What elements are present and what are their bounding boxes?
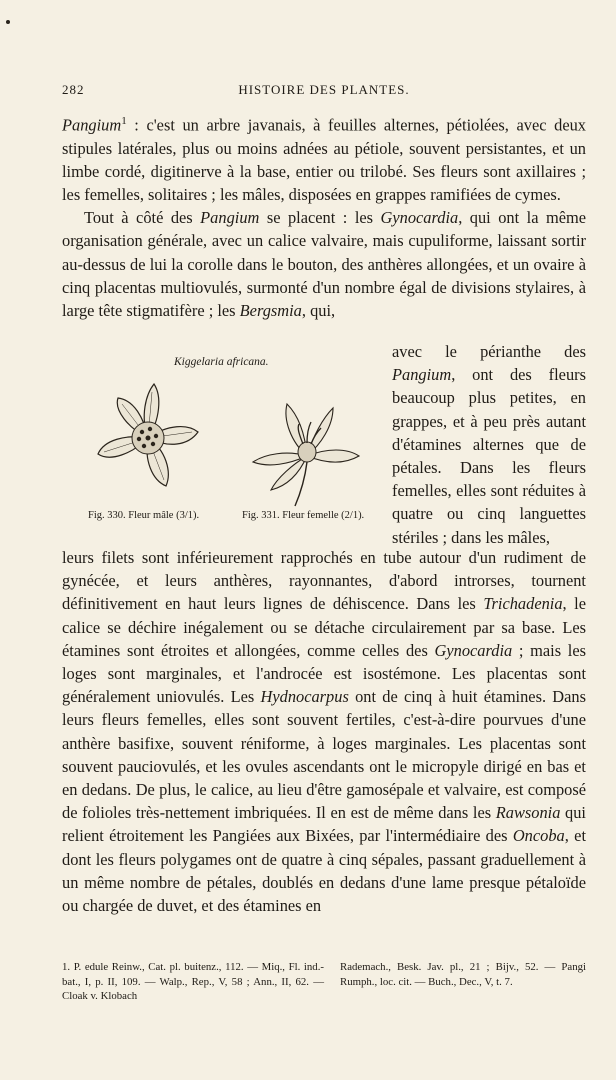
figure-title: Kiggelaria africana. <box>174 356 269 368</box>
margin-dot <box>6 20 10 24</box>
paragraph-pangium: Pangium$^1$ : c'est un arbre javanais, à feuilles alternes, pétiolées, avec deux stipules latérales, plus ou moins adnées au pétiole, souvent persistantes, et un limbe cordé, digitinerve à la base, entier ou trilobé. Ses fleurs sont axillaires ; les femelles, solitaires ; les mâles, disposées en grappes ramifiées de cymes. <box>62 115 586 205</box>
genus-name: Hydnocarpus <box>260 687 349 707</box>
caption-fig-331: Fig. 331. Fleur femelle (2/1). <box>242 510 365 521</box>
genus-name: Trichadenia <box>483 594 563 614</box>
genus-name: Pangium <box>62 115 122 135</box>
genus-name: Gynocardia <box>380 208 459 228</box>
footnote-mark: 1 <box>121 115 127 127</box>
page-number: 282 <box>62 82 85 97</box>
footnote-left: 1. P. edule Reinw., Cat. pl. buitenz., 112. — Miq., Fl. ind.-bat., I, p. II, 109. — Walp., Rep., V, 58 ; Ann., II, 62. — Cloak v. Klobach <box>62 961 324 1002</box>
running-title: HISTOIRE DES PLANTES. <box>238 82 410 97</box>
paragraph-trichadenia: leurs filets sont inférieurement rapprochés en tube autour d'un rudiment de gynécée, et leurs anthères, rayonnantes, d'abord introrses, tournent définitivement en haut leurs lignes de déhiscence. Dans les Trichadenia, le calice se déchire inégalement ou se détache circulairement par sa base. Les étamines sont étroites et allongées, comme celles des Gynocardia ; mais les loges sont marginales, et l'androcée est isostémone. Les placentas sont généralement uniovulés. Les Hydnocarpus ont de cinq à huit étamines. Dans leurs fleurs femelles, elles sont souvent fertiles, c'est-à-dire pourvues d'une anthère basifixe, souvent réniforme, à loges marginales. Les placentas sont souvent pauciovulés, et les ovules ascendants ont le micropyle dirigé en bas et en dedans. De plus, le calice, au lieu d'être gamosépale et valvaire, est composé de folioles très-nettement imbriquées. Il en est de même dans les Rawsonia qui relient étroitement les Pangiées aux Bixées, par l'intermédiaire des Oncoba, et dont les fleurs polygames ont de quatre à cinq sépales, passant graduellement à un même nombre de pétales, doublés en dedans d'une lame presque pétaloïde ou chargée de duvet, et des étamines en <box>62 548 586 916</box>
genus-name: Oncoba <box>512 826 565 846</box>
genus-name: Bergsmia <box>239 301 302 321</box>
text-block-top <box>62 110 586 322</box>
caption-fig-330: Fig. 330. Fleur mâle (3/1). <box>88 510 200 521</box>
text-column-beside-figure: avec le périanthe des Pangium, ont des fleurs beaucoup plus petites, en grappes, et à peu près autant d'étamines alternes que de pétales. Dans les fleurs femelles, elles sont réduites à quatre ou cinq languettes stériles ; dans les mâles, <box>392 342 586 547</box>
text-block-bottom <box>62 546 586 917</box>
male-flower-illustration <box>88 376 208 506</box>
genus-name: Pangium <box>200 208 260 228</box>
genus-name: Rawsonia <box>495 803 561 823</box>
figure-kiggelaria <box>62 350 392 540</box>
genus-name: Gynocardia <box>434 640 513 660</box>
female-flower-illustration <box>247 398 367 510</box>
footnote-right: Rademach., Besk. Jav. pl., 21 ; Bijv., 52. — Pangi Rumph., loc. cit. — Buch., Dec., V, t. 7. <box>340 961 586 988</box>
paragraph-gynocardia: Tout à côté des Pangium se placent : les Gynocardia, qui ont la même organisation générale, avec un calice valvaire, mais cupuliforme, laissant sortir au-dessus de lui la corolle dans le bouton, des anthères allongées, et un ovaire à cinq placentas multiovulés, surmonté d'un nombre égal de divisions stylaires, à large tête stigmatifère ; les Bergsmia, qui, <box>62 208 586 321</box>
running-header <box>62 82 586 102</box>
genus-name: Pangium <box>392 365 452 385</box>
